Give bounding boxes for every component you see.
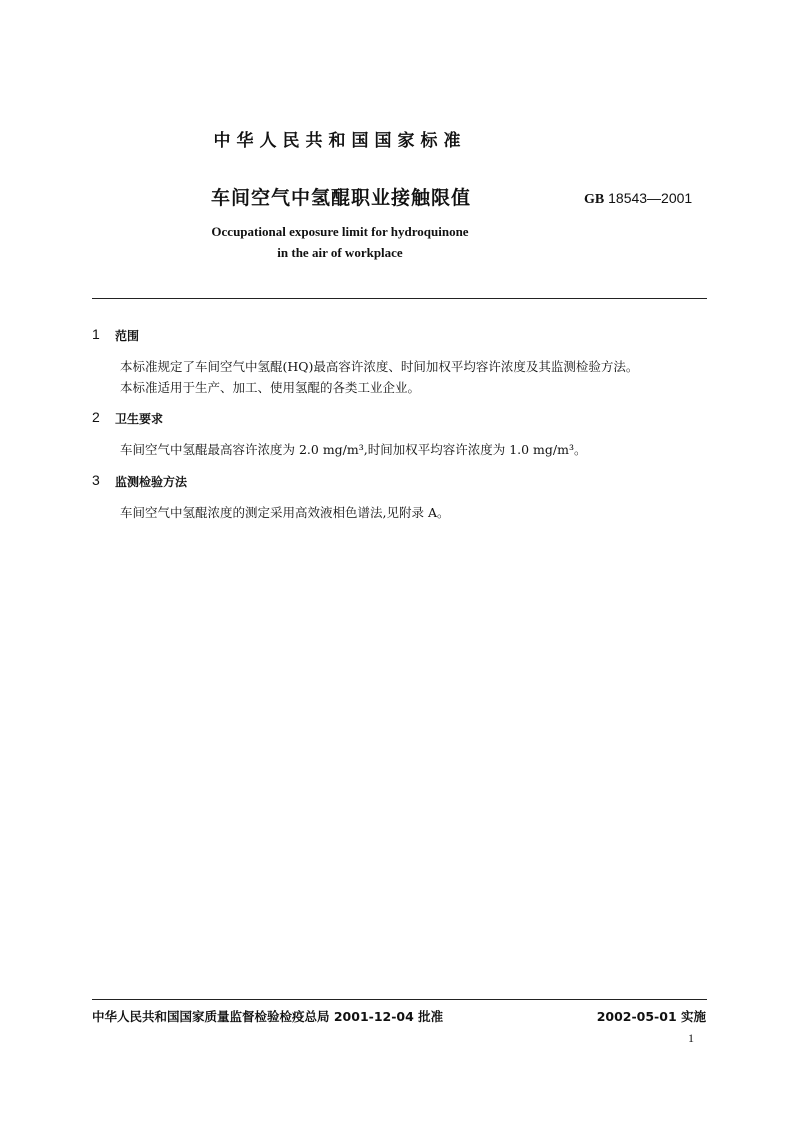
approval-statement: 中华人民共和国国家质量监督检验检疫总局 2001-12-04 批准 [92,1009,444,1024]
section-number: 1 [92,326,100,342]
section-paragraph: 本标准适用于生产、加工、使用氢醌的各类工业企业。 [120,380,421,395]
section-number: 2 [92,409,100,425]
footer-divider [92,999,707,1000]
section-paragraph: 车间空气中氢醌浓度的测定采用高效液相色谱法,见附录 A。 [120,505,450,520]
header-divider [92,298,707,299]
section-paragraph: 本标准规定了车间空气中氢醌(HQ)最高容许浓度、时间加权平均容许浓度及其监测检验方法。 [120,359,639,374]
standard-code-prefix: GB [584,192,605,207]
standard-code-number: 18543—2001 [608,190,693,206]
standard-title: 车间空气中氢醌职业接触限值 [210,187,471,209]
page-number: 1 [688,1031,694,1045]
section-title: 监测检验方法 [115,475,188,489]
section-title: 范围 [115,329,140,343]
implementation-date: 2002-05-01 实施 [596,1009,706,1024]
section-paragraph: 车间空气中氢醌最高容许浓度为 2.0 mg/m³,时间加权平均容许浓度为 1.0 mg/m³。 [120,442,587,457]
english-title-line1: Occupational exposure limit for hydroquinone [211,224,469,239]
section-title: 卫生要求 [115,412,164,426]
standard-code [584,190,692,208]
section-number: 3 [92,472,100,488]
national-standard-heading: 中华人民共和国国家标准 [213,131,467,151]
english-title-line2: in the air of workplace [277,245,403,260]
